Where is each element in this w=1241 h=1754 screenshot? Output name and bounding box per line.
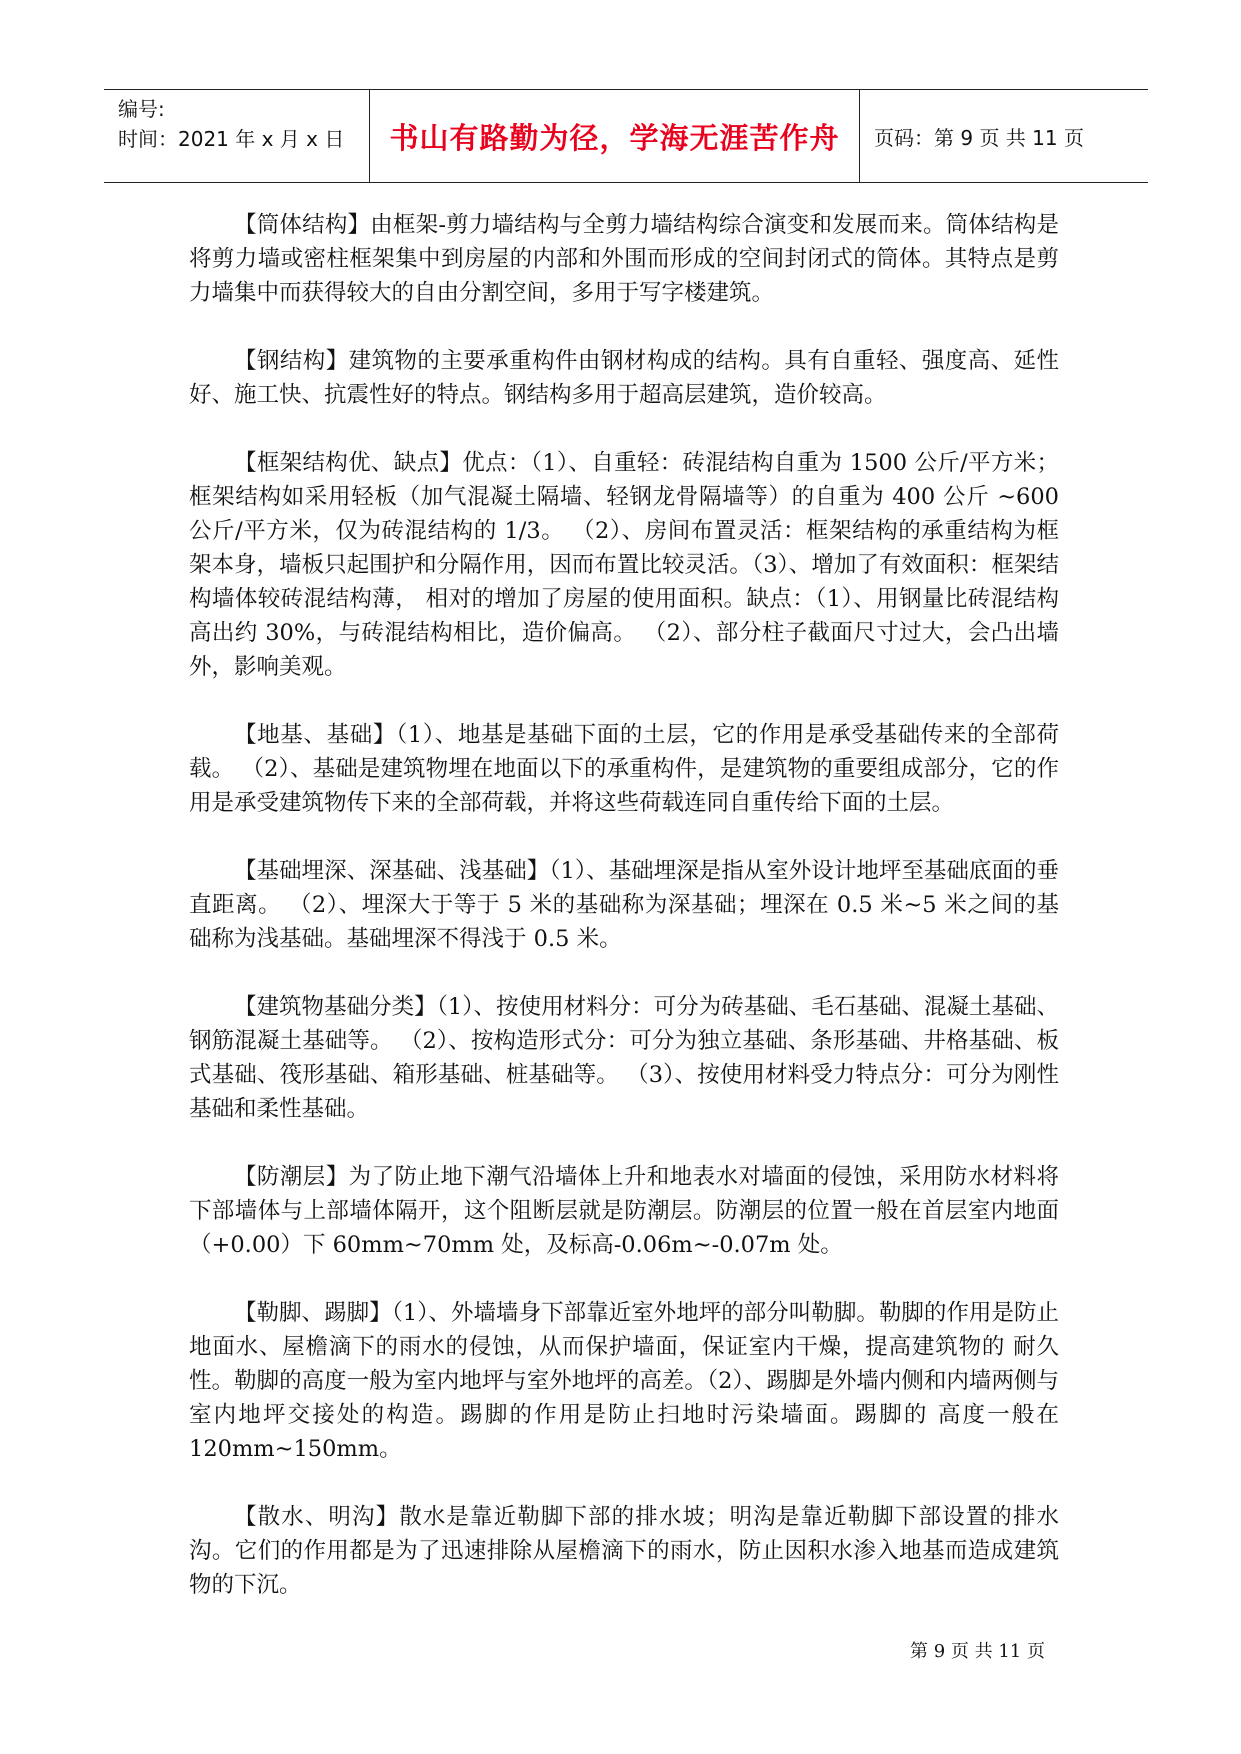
paragraph-steel-structure: 【钢结构】建筑物的主要承重构件由钢材构成的结构。具有自重轻、强度高、延性好、施工快、抗震性好的特点。钢结构多用于超高层建筑，造价较高。	[189, 348, 1059, 408]
header-page-label: 页码：第 9 页 共 11 页	[874, 125, 1084, 150]
paragraph-damp-proof-course: 【防潮层】为了防止地下潮气沿墙体上升和地表水对墙面的侵蚀，采用防水材料将下部墙体与上部墙体隔开，这个阻断层就是防潮层。防潮层的位置一般在首层室内地面（+0.00）下 60mm~70mm 处，及标高-0.06m~-0.07m 处。	[189, 1164, 1059, 1258]
page-header	[104, 89, 1148, 183]
header-meta	[104, 90, 370, 182]
header-motto: 书山有路勤为径，学海无涯苦作舟	[370, 90, 860, 182]
paragraph-frame-structure: 【框架结构优、缺点】优点：（1）、自重轻：砖混结构自重为 1500 公斤/平方米；框架结构如采用轻板（加气混凝土隔墙、轻钢龙骨隔墙等）的自重为 400 公斤 ~600 公斤/平方米，仅为砖混结构的 1/3。 （2）、房间布置灵活：框架结构的承重结构为框架本身，墙板只起围护和分隔作用，因而布置比较灵活。（3）、增加了有效面积：框架结构墙体较砖混结构薄， 相对的增加了房屋的使用面积。缺点：（1）、用钢量比砖混结构高出约 30%，与砖混结构相比，造价偏高。 （2）、部分柱子截面尺寸过大，会凸出墙外，影响美观。	[189, 450, 1059, 680]
document-time-label: 时间：2021 年 x 月 x 日	[118, 127, 345, 151]
paragraph-foundation-depth: 【基础埋深、深基础、浅基础】（1）、基础埋深是指从室外设计地坪至基础底面的垂直距离。 （2）、埋深大于等于 5 米的基础称为深基础；埋深在 0.5 米~5 米之间的基础称为浅基础。基础埋深不得浅于 0.5 米。	[189, 858, 1059, 952]
paragraph-foundation: 【地基、基础】（1）、地基是基础下面的土层，它的作用是承受基础传来的全部荷载。 （2）、基础是建筑物埋在地面以下的承重构件，是建筑物的重要组成部分，它的作用是承受建筑物传下来的全部荷载，并将这些荷载连同自重传给下面的土层。	[189, 722, 1059, 816]
paragraph-apron-drain: 【散水、明沟】散水是靠近勒脚下部的排水坡；明沟是靠近勒脚下部设置的排水沟。它们的作用都是为了迅速排除从屋檐滴下的雨水，防止因积水渗入地基而造成建筑物的下沉。	[189, 1504, 1059, 1598]
document-number-label: 编号:	[118, 97, 165, 121]
page-footer: 第 9 页 共 11 页	[910, 1641, 1045, 1662]
document-body	[189, 208, 1059, 1636]
paragraph-foundation-types: 【建筑物基础分类】（1）、按使用材料分：可分为砖基础、毛石基础、混凝土基础、钢筋混凝土基础等。 （2）、按构造形式分：可分为独立基础、条形基础、井格基础、板式基础、筏形基础、箱形基础、桩基础等。 （3）、按使用材料受力特点分：可分为刚性基础和柔性基础。	[189, 994, 1059, 1122]
paragraph-tube-structure: 【筒体结构】由框架-剪力墙结构与全剪力墙结构综合演变和发展而来。筒体结构是将剪力墙或密柱框架集中到房屋的内部和外围而形成的空间封闭式的筒体。其特点是剪力墙集中而获得较大的自由分割空间，多用于写字楼建筑。	[189, 212, 1059, 306]
paragraph-plinth-skirting: 【勒脚、踢脚】（1）、外墙墙身下部靠近室外地坪的部分叫勒脚。勒脚的作用是防止地面水、屋檐滴下的雨水的侵蚀，从而保护墙面，保证室内干燥，提高建筑物的 耐久性。勒脚的高度一般为室内地坪与室外地坪的高差。（2）、踢脚是外墙内侧和内墙两侧与室内地坪交接处的构造。踢脚的作用是防止扫地时污染墙面。踢脚的 高度一般在 120mm~150mm。	[189, 1300, 1059, 1462]
